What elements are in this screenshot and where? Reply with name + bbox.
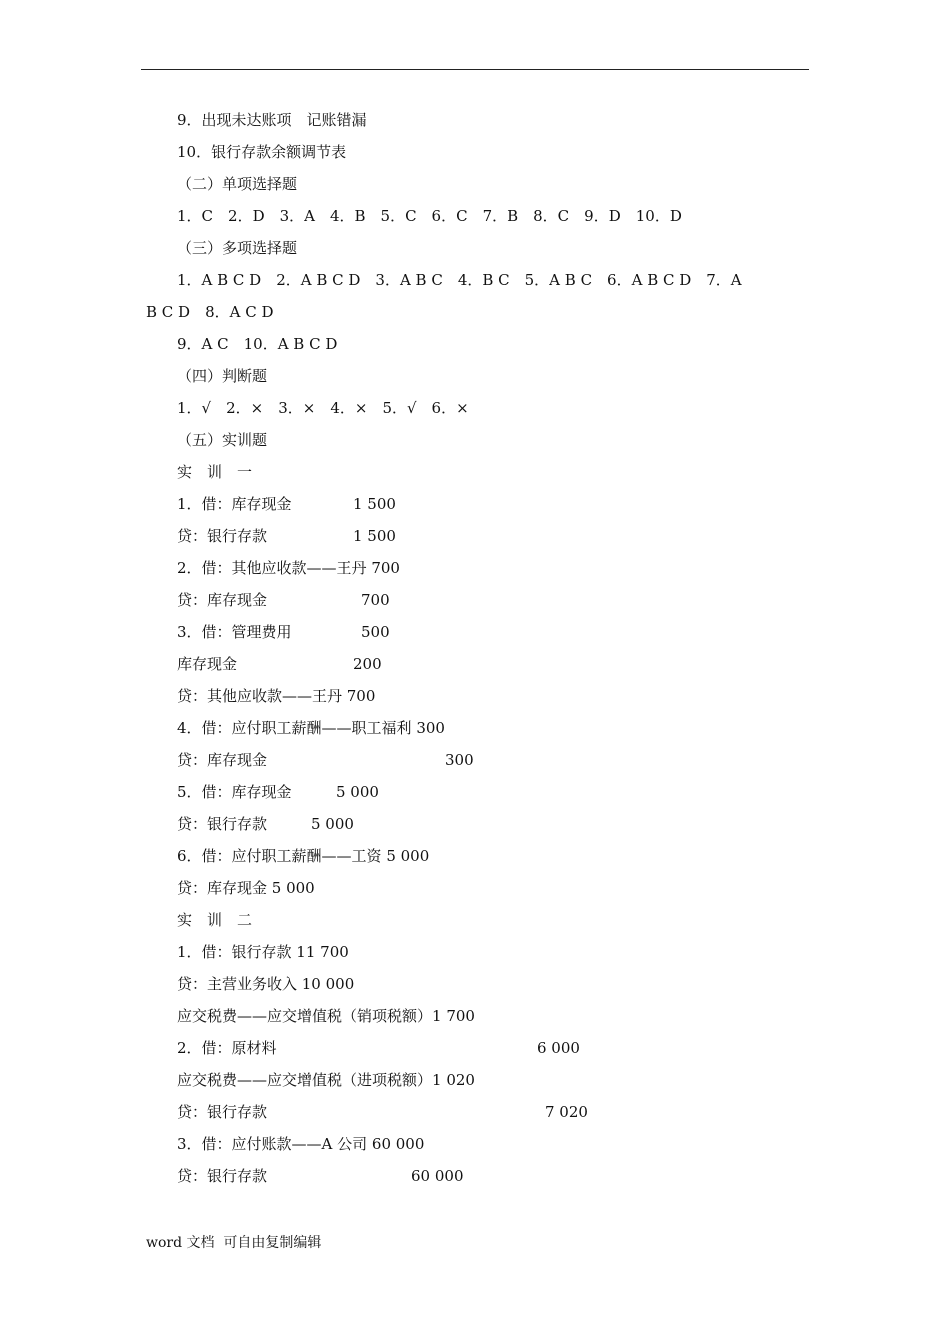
text-line xyxy=(0,203,950,235)
account-text: 贷：银行存款 xyxy=(177,815,268,833)
account-text: 2．借：其他应收款——王丹 700 xyxy=(177,559,400,577)
line-text: （二）单项选择题 xyxy=(177,175,298,193)
journal-entry-line xyxy=(0,779,950,811)
account-text: 贷：银行存款 xyxy=(177,1103,268,1121)
amount-text: 1 500 xyxy=(353,527,396,545)
account-text: 1．借：银行存款 11 700 xyxy=(177,943,349,961)
account-text: 3．借：管理费用 xyxy=(177,623,292,641)
account-text: 1．借：库存现金 xyxy=(177,495,292,513)
journal-entry-line xyxy=(0,811,950,843)
journal-entry-line xyxy=(0,747,950,779)
account-text: 应交税费——应交增值税（进项税额）1 020 xyxy=(177,1071,475,1089)
text-line xyxy=(0,395,950,427)
line-text: B C D 8．A C D xyxy=(146,303,274,321)
journal-entry-line xyxy=(0,939,950,971)
amount-text: 200 xyxy=(353,655,382,673)
account-text: 4．借：应付职工薪酬——职工福利 300 xyxy=(177,719,445,737)
amount-text: 60 000 xyxy=(411,1167,464,1185)
text-line xyxy=(0,139,950,171)
journal-entry-line xyxy=(0,1035,950,1067)
journal-entry-line xyxy=(0,587,950,619)
section-heading xyxy=(0,171,950,203)
account-text: 应交税费——应交增值税（销项税额）1 700 xyxy=(177,1007,475,1025)
line-text: 9．A C 10．A B C D xyxy=(177,335,338,353)
account-text: 贷：库存现金 xyxy=(177,751,268,769)
section-heading xyxy=(0,235,950,267)
line-text: 1．√ 2．× 3．× 4．× 5．√ 6．× xyxy=(177,399,469,417)
journal-entry-line xyxy=(0,683,950,715)
account-text: 贷：其他应收款——王丹 700 xyxy=(177,687,376,705)
text-line xyxy=(0,299,950,331)
account-text: 6．借：应付职工薪酬——工资 5 000 xyxy=(177,847,430,865)
line-text: （三）多项选择题 xyxy=(177,239,298,257)
journal-entry-line xyxy=(0,843,950,875)
journal-entry-line xyxy=(0,491,950,523)
account-text: 贷：银行存款 xyxy=(177,527,268,545)
journal-entry-line xyxy=(0,715,950,747)
amount-text: 5 000 xyxy=(336,783,379,801)
journal-entry-line xyxy=(0,875,950,907)
line-text: 实 训 二 xyxy=(177,911,253,929)
account-text: 贷：银行存款 xyxy=(177,1167,268,1185)
account-text: 库存现金 xyxy=(177,655,238,673)
line-text: 实 训 一 xyxy=(177,463,253,481)
amount-text: 6 000 xyxy=(537,1039,580,1057)
journal-entry-line xyxy=(0,555,950,587)
amount-text: 1 500 xyxy=(353,495,396,513)
amount-text: 700 xyxy=(361,591,390,609)
page-footer: word 文档 可自由复制编辑 xyxy=(146,1235,322,1251)
text-line xyxy=(0,107,950,139)
journal-entry-line xyxy=(0,971,950,1003)
journal-entry-line xyxy=(0,523,950,555)
account-text: 2．借：原材料 xyxy=(177,1039,277,1057)
amount-text: 7 020 xyxy=(545,1103,588,1121)
text-line xyxy=(0,267,950,299)
section-heading xyxy=(0,427,950,459)
account-text: 贷：库存现金 5 000 xyxy=(177,879,315,897)
journal-entry-line xyxy=(0,1163,950,1195)
subsection-heading xyxy=(0,907,950,939)
account-text: 贷：库存现金 xyxy=(177,591,268,609)
amount-text: 500 xyxy=(361,623,390,641)
journal-entry-line xyxy=(0,1131,950,1163)
header-rule xyxy=(141,69,809,70)
account-text: 贷：主营业务收入 10 000 xyxy=(177,975,355,993)
line-text: 1．C 2．D 3．A 4．B 5．C 6．C 7．B 8．C 9．D 10．D xyxy=(177,207,682,225)
account-text: 5．借：库存现金 xyxy=(177,783,292,801)
text-line xyxy=(0,331,950,363)
amount-text: 300 xyxy=(445,751,474,769)
journal-entry-line xyxy=(0,1067,950,1099)
journal-entry-line xyxy=(0,1099,950,1131)
line-text: 10．银行存款余额调节表 xyxy=(177,143,347,161)
amount-text: 5 000 xyxy=(311,815,354,833)
account-text: 3．借：应付账款——A 公司 60 000 xyxy=(177,1135,425,1153)
journal-entry-line xyxy=(0,651,950,683)
journal-entry-line xyxy=(0,619,950,651)
journal-entry-line xyxy=(0,1003,950,1035)
section-heading xyxy=(0,363,950,395)
subsection-heading xyxy=(0,459,950,491)
line-text: 9．出现未达账项 记账错漏 xyxy=(177,111,367,129)
line-text: （四）判断题 xyxy=(177,367,268,385)
line-text: （五）实训题 xyxy=(177,431,268,449)
line-text: 1．A B C D 2．A B C D 3．A B C 4．B C 5．A B C 6．A B C D 7．A xyxy=(177,271,742,289)
document-body xyxy=(0,107,950,1195)
